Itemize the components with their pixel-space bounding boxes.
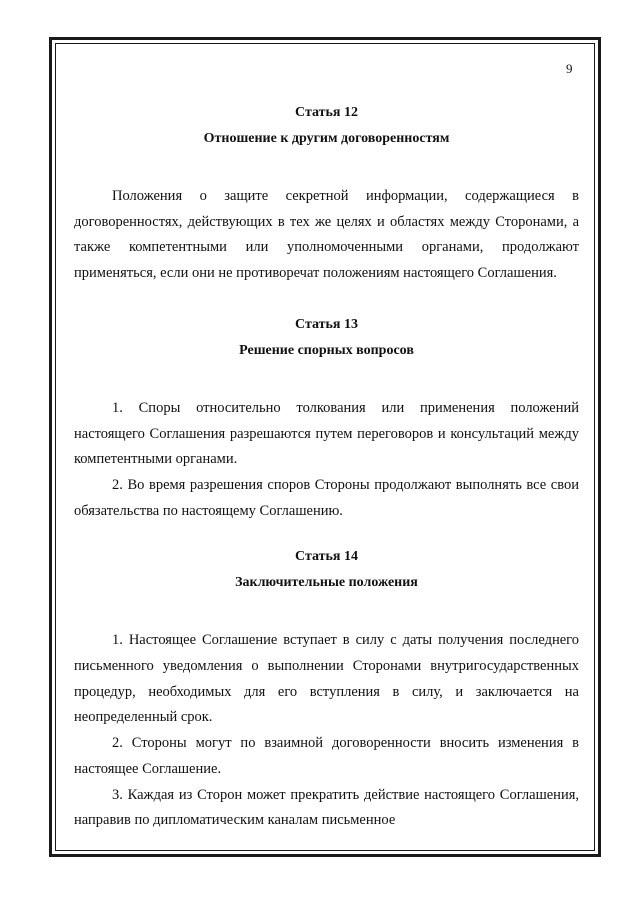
page-number: 9 (566, 61, 573, 76)
article-title: Статья 14 (295, 549, 358, 565)
article-title: Статья 12 (295, 105, 358, 120)
article-title: Статья 13 (295, 316, 358, 332)
article-subtitle: Заключительные положения (235, 575, 418, 591)
paragraph: 1. Споры относительно толкования или применения положений настоящего Соглашения разрешаются путем переговоров и консультаций между компетентными органами. (74, 399, 579, 468)
document-body (74, 100, 579, 834)
article-13 (74, 312, 579, 525)
paragraph: 2. Стороны могут по взаимной договоренности вносить изменения в настоящее Соглашение. (74, 735, 579, 777)
article-12 (74, 100, 579, 287)
article-subtitle: Решение спорных вопросов (239, 342, 414, 358)
paragraph: 3. Каждая из Сторон может прекратить действие настоящего Соглашения, направив по дипломатическим каналам письменное (74, 786, 579, 829)
paragraph: 2. Во время разрешения споров Стороны продолжают выполнять все свои обязательства по настоящему Соглашению. (74, 476, 579, 519)
article-subtitle: Отношение к другим договоренностям (203, 131, 450, 146)
article-14 (74, 544, 579, 834)
paragraph: Положения о защите секретной информации, содержащиеся в договоренностях, действующих в тех же целях и областях между Сторонами, а также компетентными или уполномоченными органами, продолжают применяться, если они не противоречат положениям настоящего Соглашения. (74, 188, 579, 282)
paragraph: 1. Настоящее Соглашение вступает в силу с даты получения последнего письменного уведомления о выполнении Сторонами внутригосударственных процедур, необходимых для его вступления в силу, и заключается на неопределенный срок. (74, 632, 579, 726)
